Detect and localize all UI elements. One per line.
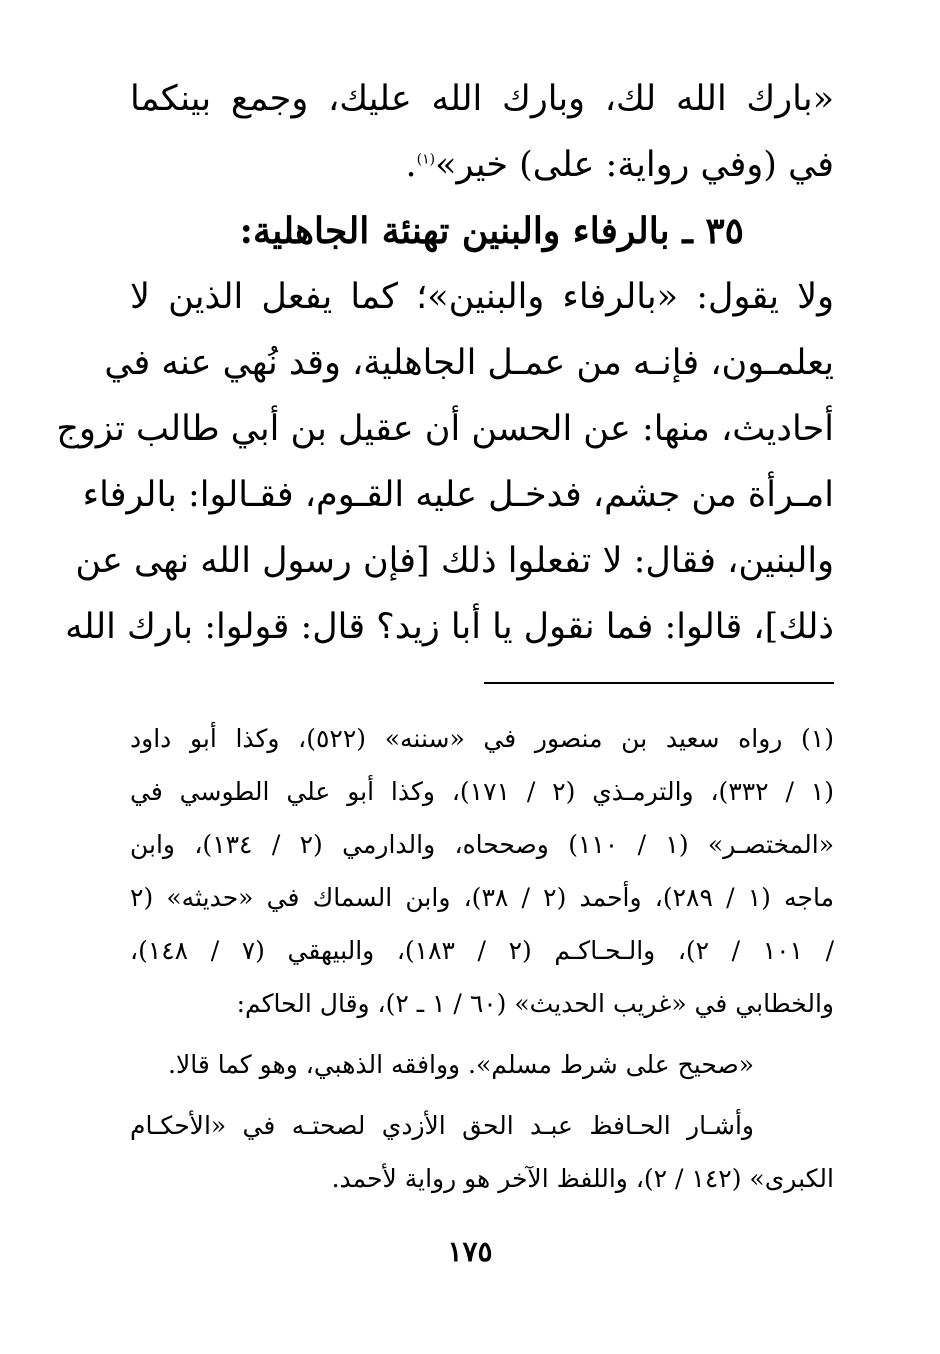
footnote-line: وأشـار الحـافظ عبـد الحق الأزدي لصحتـه في «الأحكـام: [130, 1111, 754, 1140]
footnote-line: «صحيح على شرط مسلم». ووافقه الذهبي، وهو كما قالا.: [168, 1050, 754, 1079]
text-line: ولا يقول: «بالرفاء والبنين»؛ كما يفعل الذين لا: [130, 277, 834, 317]
text-line: والبنين، فقال: لا تفعلوا ذلك [فإن رسول الله نهى عن: [75, 541, 834, 581]
text-segment: في (وفي رواية: على) خير»: [435, 145, 834, 185]
page-number: ١٧٥: [447, 1235, 493, 1268]
footnote-line: الكبرى» (١٤٢ / ٢)، واللفظ الآخر هو رواية لأحمد.: [331, 1164, 834, 1193]
footnotes: [130, 712, 834, 1205]
footnote-line: (١) رواه سعيد بن منصور في «سننه» (٥٢٢)، وكذا أبو داود: [130, 724, 834, 753]
text-line: [130, 132, 834, 198]
footnote-line: / ١٠١ / ٢)، والـحـاكـم (٢ / ١٨٣)، والبيهقي (٧ / ١٤٨)،: [130, 936, 835, 965]
main-text: [56, 66, 834, 660]
text-segment: .: [405, 145, 417, 185]
footnote-line: (١ / ٣٣٢)، والترمـذي (٢ / ١٧١)، وكذا أبو علي الطوسي في: [130, 777, 834, 806]
footnote-reference[interactable]: (١): [416, 151, 436, 168]
text-line: امـرأة من جشم، فدخـل عليه القـوم، فقـالوا: بالرفاء: [82, 475, 834, 515]
footnote-divider: [484, 682, 834, 684]
text-line: «بارك الله لك، وبارك الله عليك، وجمع بينكما: [130, 79, 834, 119]
text-line: ذلك]، قالوا: فما نقول يا أبا زيد؟ قال: قولوا: بارك الله: [65, 607, 834, 647]
footnote-line: والخطابي في «غريب الحديث» (٦٠ / ١ ـ ٢)، وقال الحاكم:: [236, 989, 834, 1018]
text-line: أحاديث، منها: عن الحسن أن عقيل بن أبي طالب تزوج: [56, 409, 834, 449]
section-heading: ٣٥ ـ بالرفاء والبنين تهنئة الجاهلية:: [239, 210, 744, 252]
footnote-line: «المختصـر» (١ / ١١٠) وصححاه، والدارمي (٢ / ١٣٤)، وابن: [130, 830, 834, 859]
text-line: يعلمـون، فإنـه من عمـل الجاهلية، وقد نُهي عنه في: [104, 343, 834, 383]
footnote-line: ماجه (١ / ٢٨٩)، وأحمد (٢ / ٣٨)، وابن السماك في «حديثه» (٢: [130, 883, 834, 912]
